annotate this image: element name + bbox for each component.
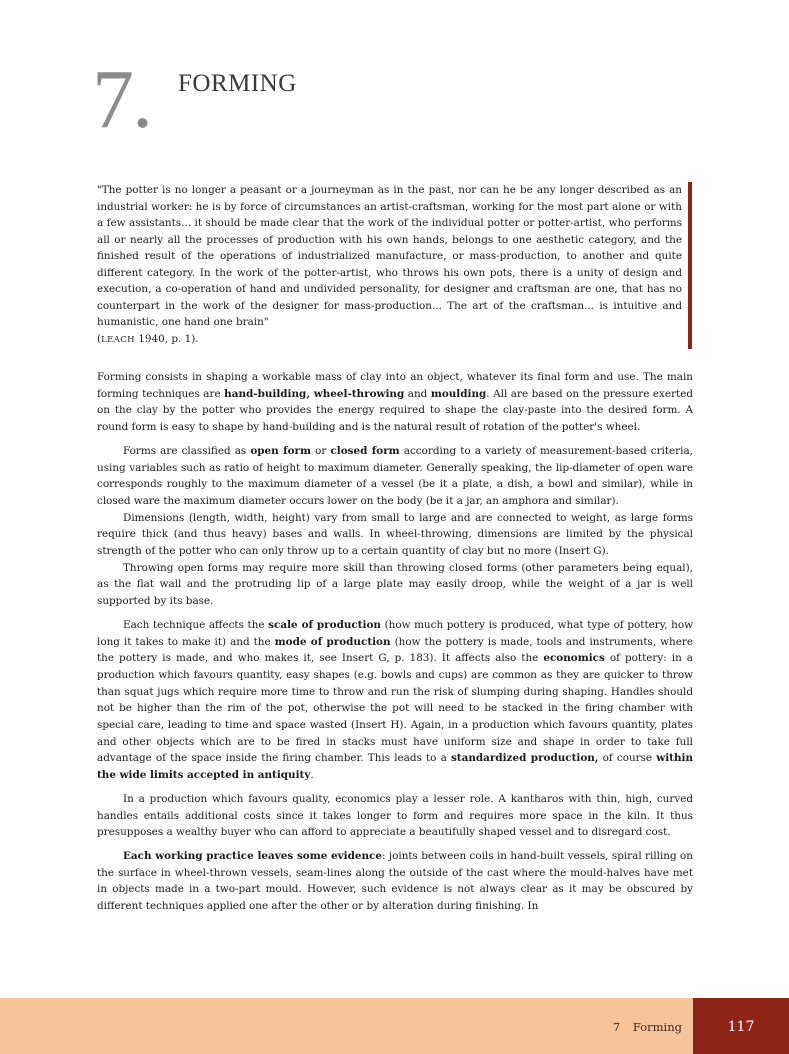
chapter-number: 7.: [92, 53, 151, 146]
paragraph: Each technique affects the scale of production (how much pottery is produced, what type of pottery, how long it takes to make it) and the mode of production (how the pottery is made, tools and instruments, where the pottery is made, and who makes it, see Insert G, p. 183). It affects also the economics of pottery: in a production which favours quantity, easy shapes (e.g. bowls and cups) are common as they are quicker to throw than squat jugs which require more time to throw and run the risk of slumping during shaping. Handles should not be higher than the rim of the pot, otherwise the pot will need to be stacked in the firing chamber with special care, leading to time and space wasted (Insert H). Again, in a production which favours quantity, plates and other objects which are to be fired in stacks must have uniform size and shape in order to take full advantage of the space inside the firing chamber. This leads to a standardized production, of course within the wide limits accepted in antiquity.: [97, 618, 694, 782]
main-text: [97, 369, 693, 915]
footer-band: [0, 998, 693, 1054]
paragraph: In a production which favours quality, economics play a lesser role. A kantharos with thin, high, curved handles entails additional costs since it takes longer to form and requires more space in the kiln. It thus presupposes a wealthy buyer who can afford to appreciate a beautifully shaped vessel and to disregard cost.: [97, 792, 693, 839]
quote-text: "The potter is no longer a peasant or a journeyman as in the past, nor can he be any longer described as an industrial worker: he is by force of circumstances an artist-craftsman, working for the most part alone or with a few assistants... it should be made clear that the work of the individual potter or potter-artist, who performs all or nearly all the processes of production with his own hands, belongs to one aesthetic category, and the finished result of the operations of industrialized manufacture, or mass-production, to another and quite different category. In the work of the potter-artist, who throws his own pots, there is a unity of design and execution, a co-operation of hand and undivided personality, for designer and craftsman are one, that has no counterpart in the work of the designer for mass-production... The art of the craftsman... is intuitive and humanistic, one hand one brain": [97, 184, 682, 328]
running-head-title: Forming: [632, 1020, 682, 1034]
paragraph: Dimensions (length, width, height) vary from small to large and are connected to weight, as large forms require thick (and thus heavy) bases and walls. In wheel-throwing, dimensions are limited by the physical strength of the potter who can only throw up to a certain quantity of clay but no more (Insert G).: [97, 511, 693, 558]
paragraph: Each working practice leaves some evidence: joints between coils in hand-built vessels, spiral rilling on the surface in wheel-thrown vessels, seam-lines along the outside of the cast where the mould-halves have met in objects made in a two-part mould. However, such evidence is not always clear as it may be obscured by different techniques applied one after the other or by alteration during finishing. In: [97, 849, 693, 913]
epigraph-quote: [97, 182, 682, 348]
chapter-title: FORMING: [178, 70, 297, 97]
page-number: 117: [727, 1019, 755, 1035]
paragraph: Forming consists in shaping a workable mass of clay into an object, whatever its final form and use. The main forming techniques are hand-building, wheel-throwing and moulding. All are based on the pressure exerted on the clay by the potter who provides the energy required to shape the clay-paste into the desired form. A round form is easy to shape by hand-building and is the natural result of rotation of the potter's wheel.: [97, 371, 694, 434]
running-head: [613, 1020, 682, 1034]
running-head-number: 7: [612, 1020, 621, 1034]
quote-citation: (LEACH 1940, p. 1).: [97, 332, 199, 345]
paragraph: Forms are classified as open form or closed form according to a variety of measurement-based criteria, using variables such as ratio of height to maximum diameter. Generally speaking, the lip-diameter of open ware corresponds roughly to the maximum diameter of a vessel (be it a plate, a dish, a bowl and similar), while in closed ware the maximum diameter occurs lower on the body (be it a jar, an amphora and similar).: [97, 444, 693, 507]
quote-accent-bar: [688, 182, 692, 349]
citation-author: LEACH: [101, 334, 135, 345]
paragraph: Throwing open forms may require more skill than throwing closed forms (other parameters being equal), as the flat wall and the protruding lip of a large plate may easily droop, while the weight of a jar is well supported by its base.: [97, 561, 693, 608]
